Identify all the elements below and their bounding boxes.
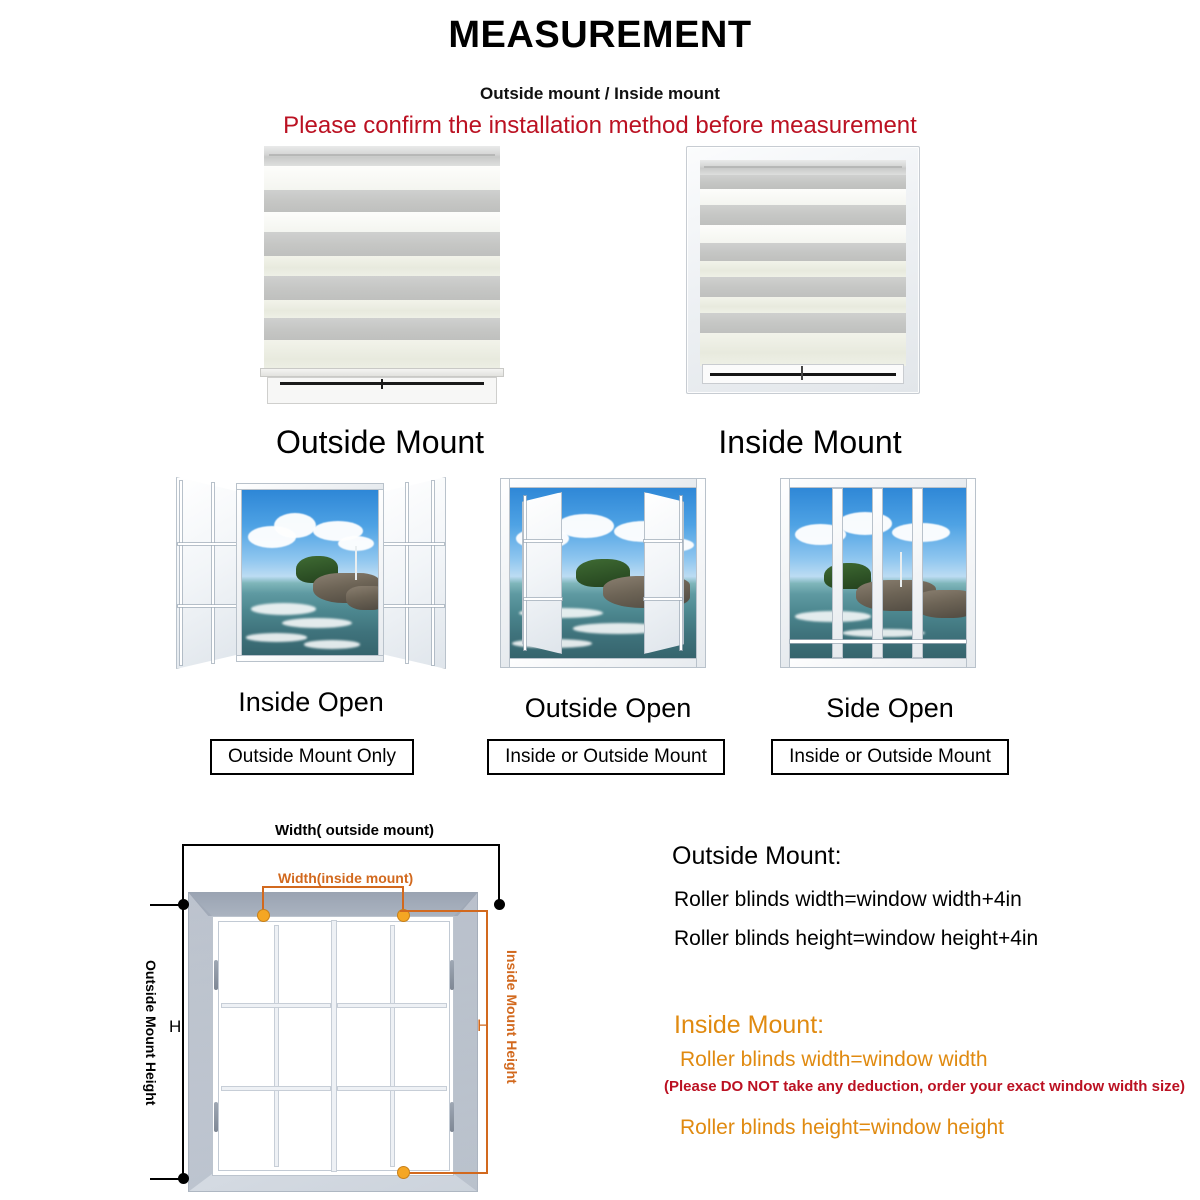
zebra-blind-inside [700, 160, 906, 366]
page-subtitle: Outside mount / Inside mount [480, 84, 720, 103]
page-title: MEASUREMENT [448, 14, 752, 56]
outside-mount-height-value: H [169, 1017, 182, 1036]
outside-mount-heading: Outside Mount: [672, 842, 842, 870]
outside-mount-height-label: Outside Mount Height [143, 960, 159, 1106]
inside-mount-height-rule: Roller blinds height=window height [680, 1116, 1004, 1139]
width-outside-mount-label: Width( outside mount) [275, 822, 434, 839]
window-type-inside-open [168, 473, 454, 673]
measurement-diagram [0, 820, 620, 1200]
window-type-outside-open [500, 478, 706, 668]
blind-headrail [264, 146, 500, 167]
window-sill [260, 368, 504, 404]
mount-note-inside-open: Outside Mount Only [210, 739, 414, 775]
diagram-window-reveal-top [188, 892, 478, 916]
sash-right [380, 477, 446, 669]
warning-message: Please confirm the installation method before measurement [283, 112, 917, 139]
window-type-label-side-open: Side Open [826, 693, 954, 723]
inside-mount-note: (Please DO NOT take any deduction, order your exact window width size) [664, 1078, 1185, 1095]
diagram-window-reveal-right [454, 892, 478, 1192]
dim-endpoint-dot [178, 1173, 189, 1184]
diagram-window-reveal-left [188, 892, 212, 1192]
mount-note-side-open: Inside or Outside Mount [771, 739, 1009, 775]
window-type-label-inside-open: Inside Open [238, 687, 384, 717]
outside-mount-caption: Outside Mount [275, 424, 485, 460]
blind-headrail [700, 160, 906, 176]
window-view-photo [240, 489, 380, 657]
sash-right [644, 492, 684, 654]
inside-mount-caption: Inside Mount [718, 424, 902, 460]
sliding-panel-stile [912, 488, 923, 658]
zebra-blind-outside [264, 146, 500, 372]
window-type-side-open [780, 478, 976, 668]
sash-left [522, 492, 562, 654]
sliding-panel-stile [872, 488, 883, 658]
window-sill-inside [702, 364, 904, 384]
outside-mount-illustration [260, 146, 504, 404]
window-type-label-outside-open: Outside Open [524, 693, 692, 723]
dim-endpoint-dot [494, 899, 505, 910]
mount-note-outside-open: Inside or Outside Mount [487, 739, 725, 775]
width-inside-mount-label: Width(inside mount) [278, 870, 414, 886]
dim-endpoint-dot [398, 1167, 409, 1178]
inside-mount-height-label: Inside Mount Height [504, 950, 520, 1084]
sliding-panel-stile [832, 488, 843, 658]
inside-mount-height-value: H [477, 1016, 490, 1035]
inside-mount-illustration [686, 146, 920, 394]
outside-mount-width-rule: Roller blinds width=window width+4in [674, 888, 1022, 911]
inside-mount-width-rule: Roller blinds width=window width [680, 1048, 988, 1071]
outside-mount-height-rule: Roller blinds height=window height+4in [674, 927, 1039, 950]
inside-mount-heading: Inside Mount: [674, 1011, 825, 1039]
sash-left [176, 477, 242, 669]
dim-endpoint-dot [258, 910, 269, 921]
